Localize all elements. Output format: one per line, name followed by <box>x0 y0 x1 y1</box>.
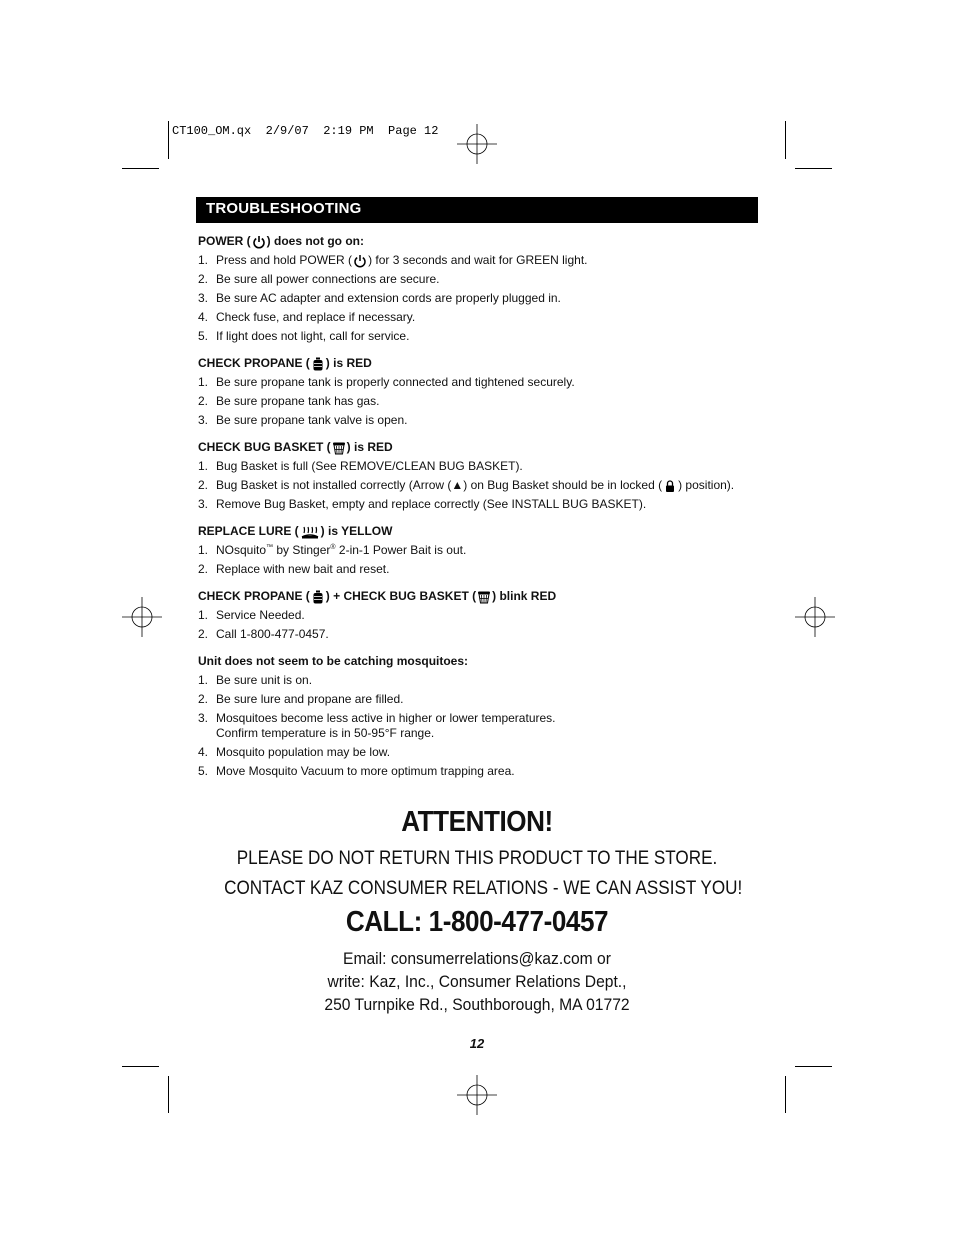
list-item: 4. Mosquito population may be low. <box>198 745 391 759</box>
propane-tank-icon <box>311 590 325 604</box>
crop-mark <box>168 121 169 159</box>
crop-mark <box>795 1066 832 1067</box>
issue-heading: CHECK BUG BASKET ( ) is RED <box>198 440 393 454</box>
list-item: 3. Be sure AC adapter and extension cords are properly plugged in. <box>198 291 561 305</box>
issue-propane-and-basket-blink <box>198 589 778 642</box>
registration-mark-top <box>457 124 497 164</box>
crop-mark <box>785 1076 786 1113</box>
power-icon <box>353 254 367 268</box>
list-item: 1. Bug Basket is full (See REMOVE/CLEAN BUG BASKET). <box>198 459 523 473</box>
issue-heading: CHECK PROPANE ( ) + CHECK BUG BASKET ( ) blink RED <box>198 589 557 603</box>
attention-line-1: PLEASE DO NOT RETURN THIS PRODUCT TO THE STORE. <box>236 848 718 869</box>
list-item: 1. Be sure unit is on. <box>198 673 313 687</box>
list-item: 4. Check fuse, and replace if necessary. <box>198 310 416 324</box>
crop-mark <box>122 168 159 169</box>
list-item: 2. Call 1-800-477-0457. <box>198 627 329 641</box>
list-item: 5. Move Mosquito Vacuum to more optimum trapping area. <box>198 764 515 778</box>
list-item: 3. Be sure propane tank valve is open. <box>198 413 408 427</box>
list-item: 1. NOsquito™ by Stinger® 2-in-1 Power Bait is out. <box>198 543 467 557</box>
propane-tank-icon <box>311 357 325 371</box>
crop-mark <box>795 168 832 169</box>
crop-mark <box>785 121 786 159</box>
list-item: 2. Replace with new bait and reset. <box>198 562 390 576</box>
issue-replace-lure <box>198 524 778 577</box>
list-item: 2. Be sure lure and propane are filled. <box>198 692 404 706</box>
issue-not-catching <box>198 654 778 779</box>
list-item: 1. Service Needed. <box>198 608 305 622</box>
page-number: 12 <box>469 1036 485 1051</box>
issue-heading: POWER ( ) does not go on: <box>198 234 364 248</box>
issue-check-propane <box>198 356 778 428</box>
call-number: CALL: 1-800-477-0457 <box>345 906 609 938</box>
list-item: 2. Be sure propane tank has gas. <box>198 394 380 408</box>
write-line: write: Kaz, Inc., Consumer Relations Dept., <box>327 972 627 991</box>
contact-address <box>218 947 735 1016</box>
registration-mark-left <box>122 597 162 637</box>
issue-check-bug-basket <box>198 440 778 512</box>
list-item: 1. Be sure propane tank is properly connected and tightened securely. <box>198 375 575 389</box>
issue-heading: CHECK PROPANE ( ) is RED <box>198 356 372 370</box>
registration-mark-bottom <box>457 1075 497 1115</box>
list-item: 5. If light does not light, call for service. <box>198 329 410 343</box>
issue-heading: REPLACE LURE ( ) is YELLOW <box>198 524 393 538</box>
list-item: 2. Be sure all power connections are secure. <box>198 272 440 286</box>
section-title: TROUBLESHOOTING <box>206 200 362 217</box>
list-item: 2. Bug Basket is not installed correctly (Arrow (▲) on Bug Basket should be in locked ( ) position). <box>198 478 735 492</box>
crop-mark <box>122 1066 159 1067</box>
registration-mark-right <box>795 597 835 637</box>
issue-heading: Unit does not seem to be catching mosquitoes: <box>198 654 469 668</box>
address-line: 250 Turnpike Rd., Southborough, MA 01772 <box>324 995 630 1014</box>
bug-basket-icon <box>332 441 346 455</box>
issue-power <box>198 234 778 344</box>
attention-line-2: CONTACT KAZ CONSUMER RELATIONS - WE CAN ASSIST YOU! <box>224 878 743 899</box>
troubleshooting-list <box>198 234 778 791</box>
crop-mark <box>168 1076 169 1113</box>
attention-heading: ATTENTION! <box>401 806 553 838</box>
list-item: 3. Remove Bug Basket, empty and replace correctly (See INSTALL BUG BASKET). <box>198 497 647 511</box>
lock-icon <box>663 479 677 493</box>
power-icon <box>252 235 266 249</box>
list-item: 1. Press and hold POWER ( ) for 3 seconds and wait for GREEN light. <box>198 253 588 267</box>
section-header <box>196 197 758 223</box>
lure-icon <box>300 525 320 539</box>
list-item: 3. Mosquitoes become less active in higher or lower temperatures. Confirm temperature is in 50-95°F range. <box>198 711 556 740</box>
email-line: Email: consumerrelations@kaz.com or <box>343 949 611 968</box>
bug-basket-icon <box>477 590 491 604</box>
printer-slug: CT100_OM.qx 2/9/07 2:19 PM Page 12 <box>172 124 439 138</box>
